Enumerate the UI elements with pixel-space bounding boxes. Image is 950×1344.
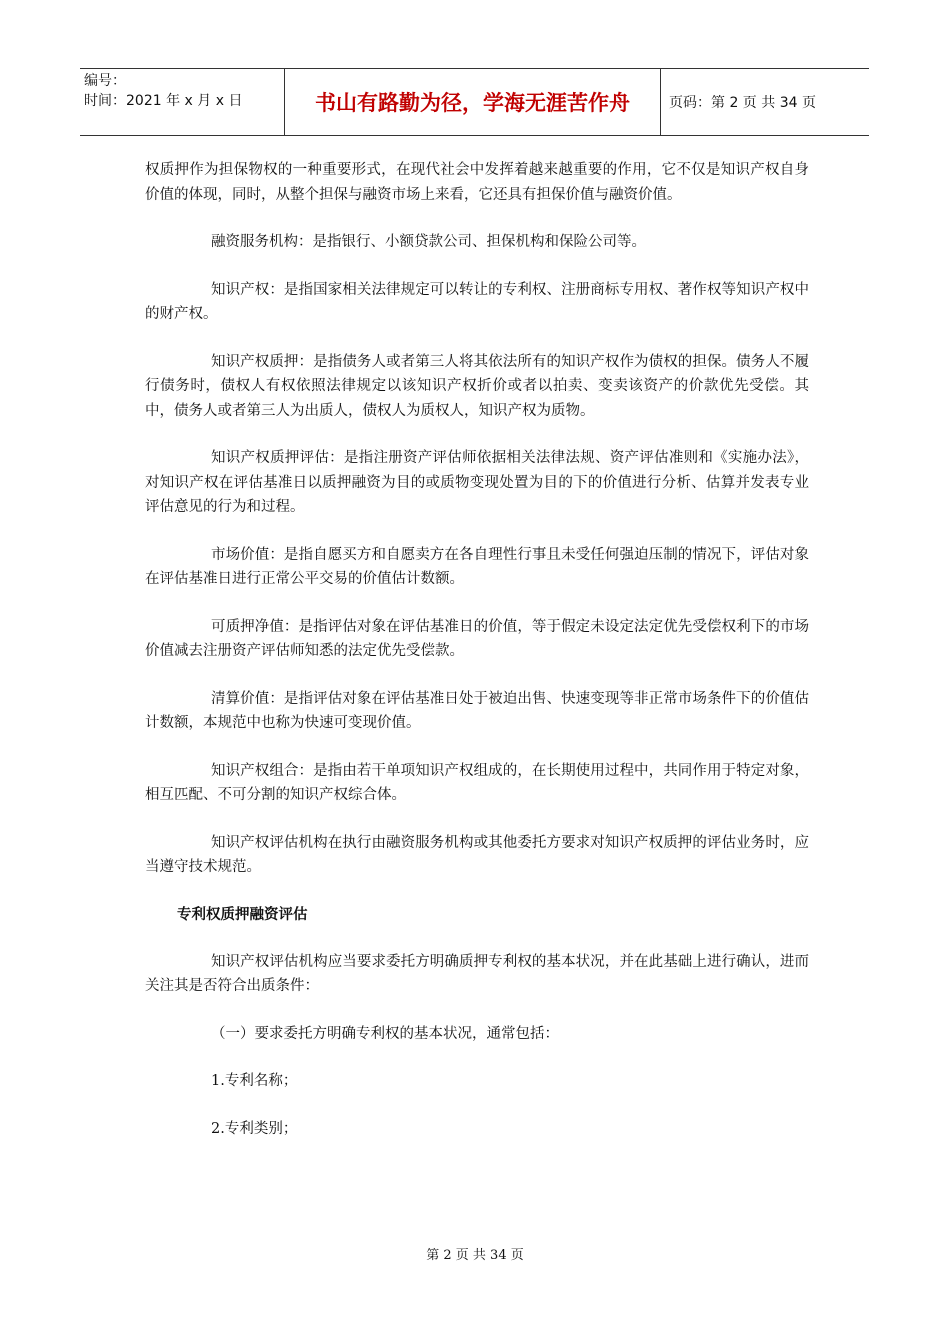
header-meta xyxy=(80,69,285,135)
header-page-info: 页码：第 2 页 共 34 页 xyxy=(669,95,816,111)
document-time-label: 时间：2021 年 x 月 x 日 xyxy=(84,93,243,109)
paragraph: 知识产权评估机构应当要求委托方明确质押专利权的基本状况，并在此基础上进行确认，进而关注其是否符合出质条件： xyxy=(145,953,809,994)
document-number-label: 编号： xyxy=(84,73,126,89)
paragraph: 知识产权组合：是指由若干单项知识产权组成的，在长期使用过程中，共同作用于特定对象，相互匹配、不可分割的知识产权综合体。 xyxy=(145,762,809,803)
paragraph: （一）要求委托方明确专利权的基本状况，通常包括： xyxy=(211,1025,559,1042)
section-heading: 专利权质押融资评估 xyxy=(177,906,308,923)
paragraph: 清算价值：是指评估对象在评估基准日处于被迫出售、快速变现等非正常市场条件下的价值估计数额，本规范中也称为快速可变现价值。 xyxy=(145,690,809,731)
paragraph: 市场价值：是指自愿买方和自愿卖方在各自理性行事且未受任何强迫压制的情况下，评估对象在评估基准日进行正常公平交易的价值估计数额。 xyxy=(145,546,809,587)
header-motto: 书山有路勤为径，学海无涯苦作舟 xyxy=(285,69,661,135)
paragraph: 权质押作为担保物权的一种重要形式，在现代社会中发挥着越来越重要的作用，它不仅是知识产权自身价值的体现，同时，从整个担保与融资市场上来看，它还具有担保价值与融资价值。 xyxy=(145,162,809,203)
paragraph: 可质押净值：是指评估对象在评估基准日的价值，等于假定未设定法定优先受偿权利下的市场价值减去注册资产评估师知悉的法定优先受偿款。 xyxy=(145,618,809,659)
list-item: 1.专利名称； xyxy=(211,1073,298,1089)
paragraph: 知识产权质押评估：是指注册资产评估师依据相关法律法规、资产评估准则和《实施办法》，对知识产权在评估基准日以质押融资为目的或质物变现处置为目的下的价值进行分析、估算并发表专业评估意见的行为和过程。 xyxy=(145,450,809,515)
list-item: 2.专利类别； xyxy=(211,1120,298,1137)
page-footer: 第 2 页 共 34 页 xyxy=(426,1248,524,1263)
document-body xyxy=(145,158,809,1164)
page-header xyxy=(80,68,869,136)
paragraph: 知识产权质押：是指债务人或者第三人将其依法所有的知识产权作为债权的担保。债务人不履行债务时，债权人有权依照法律规定以该知识产权折价或者以拍卖、变卖该资产的价款优先受偿。其中，债务人或者第三人为出质人，债权人为质权人，知识产权为质物。 xyxy=(145,353,809,419)
paragraph: 融资服务机构：是指银行、小额贷款公司、担保机构和保险公司等。 xyxy=(211,234,646,250)
paragraph: 知识产权：是指国家相关法律规定可以转让的专利权、注册商标专用权、著作权等知识产权中的财产权。 xyxy=(145,281,809,322)
paragraph: 知识产权评估机构在执行由融资服务机构或其他委托方要求对知识产权质押的评估业务时，应当遵守技术规范。 xyxy=(145,834,809,875)
